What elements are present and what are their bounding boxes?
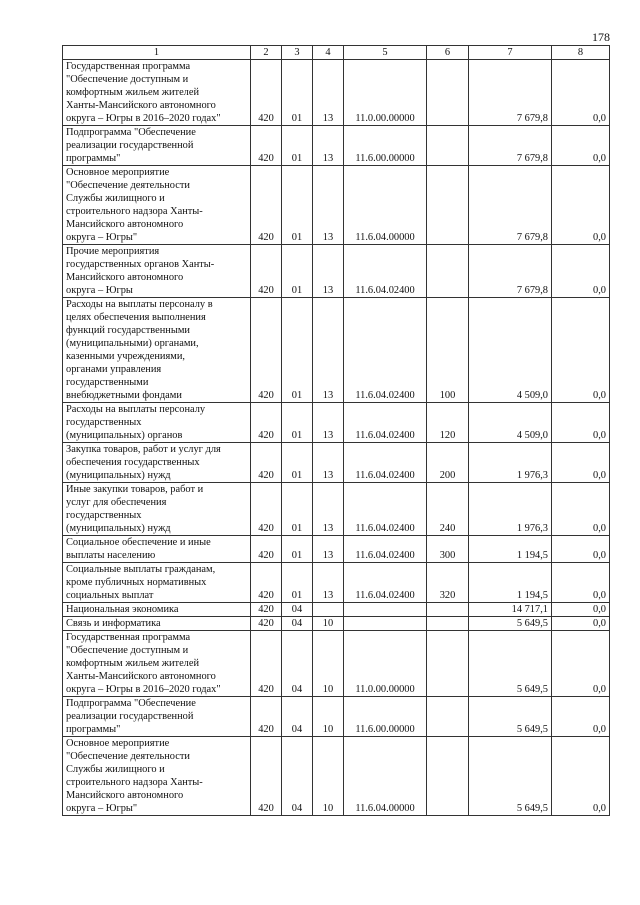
target-article-cell: 11.6.04.00000 <box>344 166 427 245</box>
section-cell: 01 <box>282 403 313 443</box>
column-header: 1 <box>63 46 251 60</box>
row-name-cell: Расходы на выплаты персоналу государственных (муниципальных) органов <box>63 403 251 443</box>
row-name-cell: Государственная программа "Обеспечение доступным и комфортным жильем жителей Ханты-Мансийского автономного округа – Югры в 2016–2020 годах" <box>63 631 251 697</box>
row-name-cell: Основное мероприятие "Обеспечение деятельности Службы жилищного и строительного надзора Ханты- Мансийского автономного округа – Югры" <box>63 166 251 245</box>
code-cell: 420 <box>251 403 282 443</box>
amount-cell: 4 509,0 <box>469 403 552 443</box>
code-cell: 420 <box>251 536 282 563</box>
column-header: 7 <box>469 46 552 60</box>
target-article-cell: 11.0.00.00000 <box>344 631 427 697</box>
code-cell: 420 <box>251 563 282 603</box>
section-cell: 04 <box>282 603 313 617</box>
row-name-cell: Расходы на выплаты персоналу в целях обеспечения выполнения функций государственными (муниципальными) органами, казенными учреждениями, органами управления государственными внебюджетными фондами <box>63 298 251 403</box>
subsection-cell: 13 <box>313 60 344 126</box>
expense-type-cell <box>427 697 469 737</box>
expense-type-cell <box>427 737 469 816</box>
row-name-cell: Социальное обеспечение и иные выплаты населению <box>63 536 251 563</box>
subsection-cell: 13 <box>313 536 344 563</box>
amount-cell: 7 679,8 <box>469 60 552 126</box>
row-name-cell: Национальная экономика <box>63 603 251 617</box>
amount-cell: 7 679,8 <box>469 126 552 166</box>
table-row <box>63 483 610 536</box>
code-cell: 420 <box>251 617 282 631</box>
target-article-cell: 11.6.04.02400 <box>344 563 427 603</box>
section-cell: 01 <box>282 245 313 298</box>
code-cell: 420 <box>251 245 282 298</box>
expense-type-cell: 320 <box>427 563 469 603</box>
amount-cell: 0,0 <box>552 483 610 536</box>
table-row <box>63 737 610 816</box>
target-article-cell: 11.6.00.00000 <box>344 697 427 737</box>
header-row <box>63 46 610 60</box>
subsection-cell <box>313 603 344 617</box>
expense-type-cell <box>427 166 469 245</box>
column-header: 8 <box>552 46 610 60</box>
code-cell: 420 <box>251 697 282 737</box>
target-article-cell: 11.6.04.02400 <box>344 298 427 403</box>
row-name-cell: Основное мероприятие "Обеспечение деятельности Службы жилищного и строительного надзора Ханты- Мансийского автономного округа – Югры" <box>63 737 251 816</box>
code-cell: 420 <box>251 443 282 483</box>
amount-cell: 0,0 <box>552 536 610 563</box>
subsection-cell: 13 <box>313 245 344 298</box>
expense-type-cell <box>427 126 469 166</box>
amount-cell: 1 976,3 <box>469 483 552 536</box>
table-row <box>63 617 610 631</box>
table-row <box>63 443 610 483</box>
expense-type-cell: 100 <box>427 298 469 403</box>
amount-cell: 0,0 <box>552 563 610 603</box>
expense-type-cell <box>427 603 469 617</box>
section-cell: 01 <box>282 166 313 245</box>
table-row <box>63 166 610 245</box>
section-cell: 04 <box>282 631 313 697</box>
column-header: 4 <box>313 46 344 60</box>
amount-cell: 1 194,5 <box>469 563 552 603</box>
section-cell: 01 <box>282 126 313 166</box>
page-number: 178 <box>592 30 610 44</box>
amount-cell: 1 194,5 <box>469 536 552 563</box>
subsection-cell: 13 <box>313 298 344 403</box>
target-article-cell: 11.0.00.00000 <box>344 60 427 126</box>
amount-cell: 1 976,3 <box>469 443 552 483</box>
code-cell: 420 <box>251 298 282 403</box>
column-header: 5 <box>344 46 427 60</box>
table-row <box>63 563 610 603</box>
expense-type-cell: 200 <box>427 443 469 483</box>
subsection-cell: 13 <box>313 443 344 483</box>
row-name-cell: Подпрограмма "Обеспечение реализации государственной программы" <box>63 697 251 737</box>
amount-cell: 7 679,8 <box>469 245 552 298</box>
amount-cell: 14 717,1 <box>469 603 552 617</box>
table-row <box>63 603 610 617</box>
row-name-cell: Закупка товаров, работ и услуг для обеспечения государственных (муниципальных) нужд <box>63 443 251 483</box>
code-cell: 420 <box>251 60 282 126</box>
table-row <box>63 60 610 126</box>
subsection-cell: 13 <box>313 166 344 245</box>
table-row <box>63 536 610 563</box>
subsection-cell: 10 <box>313 617 344 631</box>
target-article-cell: 11.6.04.02400 <box>344 443 427 483</box>
table-row <box>63 631 610 697</box>
subsection-cell: 10 <box>313 737 344 816</box>
expense-type-cell <box>427 617 469 631</box>
code-cell: 420 <box>251 603 282 617</box>
column-header: 3 <box>282 46 313 60</box>
target-article-cell: 11.6.04.00000 <box>344 737 427 816</box>
row-name-cell: Социальные выплаты гражданам, кроме публичных нормативных социальных выплат <box>63 563 251 603</box>
row-name-cell: Прочие мероприятия государственных органов Ханты- Мансийского автономного округа – Югры <box>63 245 251 298</box>
section-cell: 04 <box>282 697 313 737</box>
target-article-cell: 11.6.04.02400 <box>344 483 427 536</box>
subsection-cell: 13 <box>313 483 344 536</box>
amount-cell: 5 649,5 <box>469 737 552 816</box>
amount-cell: 5 649,5 <box>469 631 552 697</box>
amount-cell: 0,0 <box>552 245 610 298</box>
amount-cell: 0,0 <box>552 443 610 483</box>
amount-cell: 5 649,5 <box>469 697 552 737</box>
budget-table <box>62 45 610 816</box>
target-article-cell: 11.6.04.02400 <box>344 245 427 298</box>
amount-cell: 0,0 <box>552 697 610 737</box>
section-cell: 04 <box>282 617 313 631</box>
expense-type-cell: 120 <box>427 403 469 443</box>
row-name-cell: Государственная программа "Обеспечение доступным и комфортным жильем жителей Ханты-Мансийского автономного округа – Югры в 2016–2020 годах" <box>63 60 251 126</box>
expense-type-cell: 300 <box>427 536 469 563</box>
row-name-cell: Подпрограмма "Обеспечение реализации государственной программы" <box>63 126 251 166</box>
expense-type-cell <box>427 245 469 298</box>
amount-cell: 5 649,5 <box>469 617 552 631</box>
table-row <box>63 298 610 403</box>
amount-cell: 0,0 <box>552 603 610 617</box>
table-row <box>63 126 610 166</box>
section-cell: 04 <box>282 737 313 816</box>
section-cell: 01 <box>282 60 313 126</box>
amount-cell: 4 509,0 <box>469 298 552 403</box>
code-cell: 420 <box>251 631 282 697</box>
expense-type-cell <box>427 60 469 126</box>
code-cell: 420 <box>251 737 282 816</box>
target-article-cell: 11.6.00.00000 <box>344 126 427 166</box>
target-article-cell <box>344 603 427 617</box>
code-cell: 420 <box>251 483 282 536</box>
subsection-cell: 13 <box>313 126 344 166</box>
expense-type-cell <box>427 631 469 697</box>
section-cell: 01 <box>282 483 313 536</box>
code-cell: 420 <box>251 166 282 245</box>
row-name-cell: Связь и информатика <box>63 617 251 631</box>
amount-cell: 0,0 <box>552 617 610 631</box>
subsection-cell: 10 <box>313 697 344 737</box>
table-row <box>63 403 610 443</box>
subsection-cell: 13 <box>313 563 344 603</box>
amount-cell: 0,0 <box>552 298 610 403</box>
row-name-cell: Иные закупки товаров, работ и услуг для обеспечения государственных (муниципальных) нужд <box>63 483 251 536</box>
section-cell: 01 <box>282 443 313 483</box>
amount-cell: 0,0 <box>552 60 610 126</box>
table-row <box>63 697 610 737</box>
target-article-cell: 11.6.04.02400 <box>344 536 427 563</box>
target-article-cell: 11.6.04.02400 <box>344 403 427 443</box>
column-header: 2 <box>251 46 282 60</box>
subsection-cell: 10 <box>313 631 344 697</box>
section-cell: 01 <box>282 298 313 403</box>
target-article-cell <box>344 617 427 631</box>
subsection-cell: 13 <box>313 403 344 443</box>
section-cell: 01 <box>282 536 313 563</box>
amount-cell: 0,0 <box>552 631 610 697</box>
section-cell: 01 <box>282 563 313 603</box>
expense-type-cell: 240 <box>427 483 469 536</box>
amount-cell: 0,0 <box>552 737 610 816</box>
amount-cell: 0,0 <box>552 166 610 245</box>
table-row <box>63 245 610 298</box>
amount-cell: 0,0 <box>552 126 610 166</box>
code-cell: 420 <box>251 126 282 166</box>
amount-cell: 7 679,8 <box>469 166 552 245</box>
amount-cell: 0,0 <box>552 403 610 443</box>
column-header: 6 <box>427 46 469 60</box>
